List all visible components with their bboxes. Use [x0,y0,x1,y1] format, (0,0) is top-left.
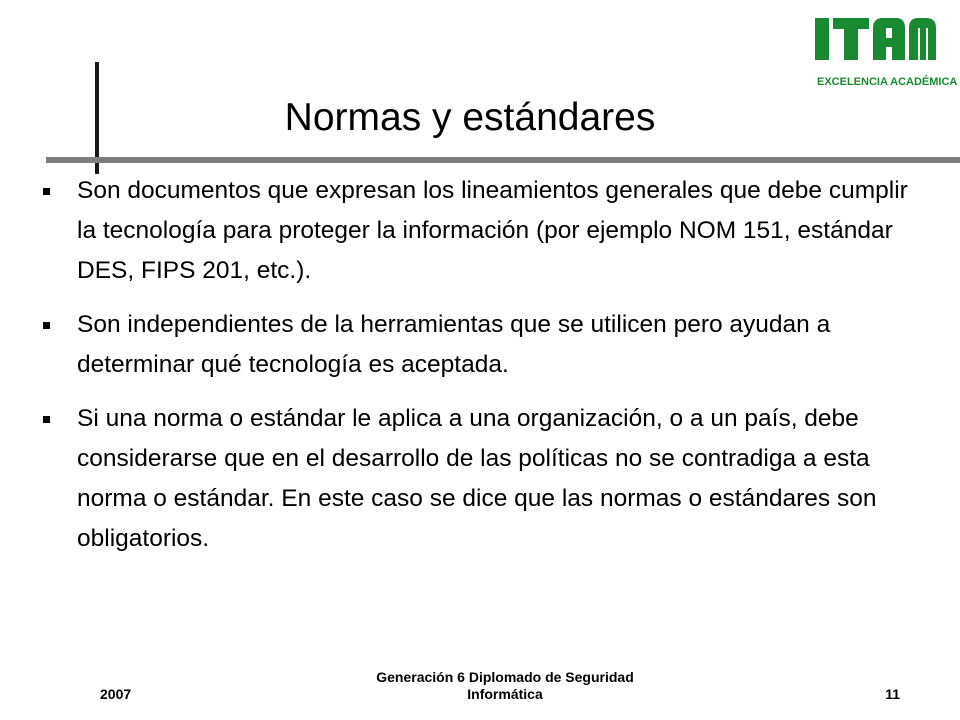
footer-course-line1: Generación 6 Diplomado de Seguridad [376,669,634,685]
bullet-item [40,171,920,291]
frame-horizontal-line [46,157,960,163]
footer-year: 2007 [100,686,132,702]
bullet-square-icon [43,322,50,329]
bullet-text: Son independientes de la herramientas que se utilicen pero ayudan a determinar qué tecnología es aceptada. [77,311,831,378]
itam-logo [812,14,958,92]
footer-course-line2: Informática [467,686,543,702]
footer-course [330,669,680,703]
bullet-text: Son documentos que expresan los lineamientos generales que debe cumplir la tecnología para proteger la información (por ejemplo NOM 151, estándar DES, FIPS 201, etc.). [77,177,908,284]
logo-tagline: EXCELENCIA ACADÉMICA [817,76,958,88]
bullet-square-icon [43,416,50,423]
page-number: 11 [885,686,900,702]
bullet-list [40,171,920,573]
bullet-text: Si una norma o estándar le aplica a una organización, o a un país, debe considerarse que en el desarrollo de las políticas no se contradiga a esta norma o estándar. En este caso se dice que las normas o estándares son obligatorios. [77,405,877,552]
bullet-square-icon [43,188,50,195]
bullet-item [40,305,920,385]
slide-title: Normas y estándares [284,96,656,139]
bullet-item [40,399,920,559]
